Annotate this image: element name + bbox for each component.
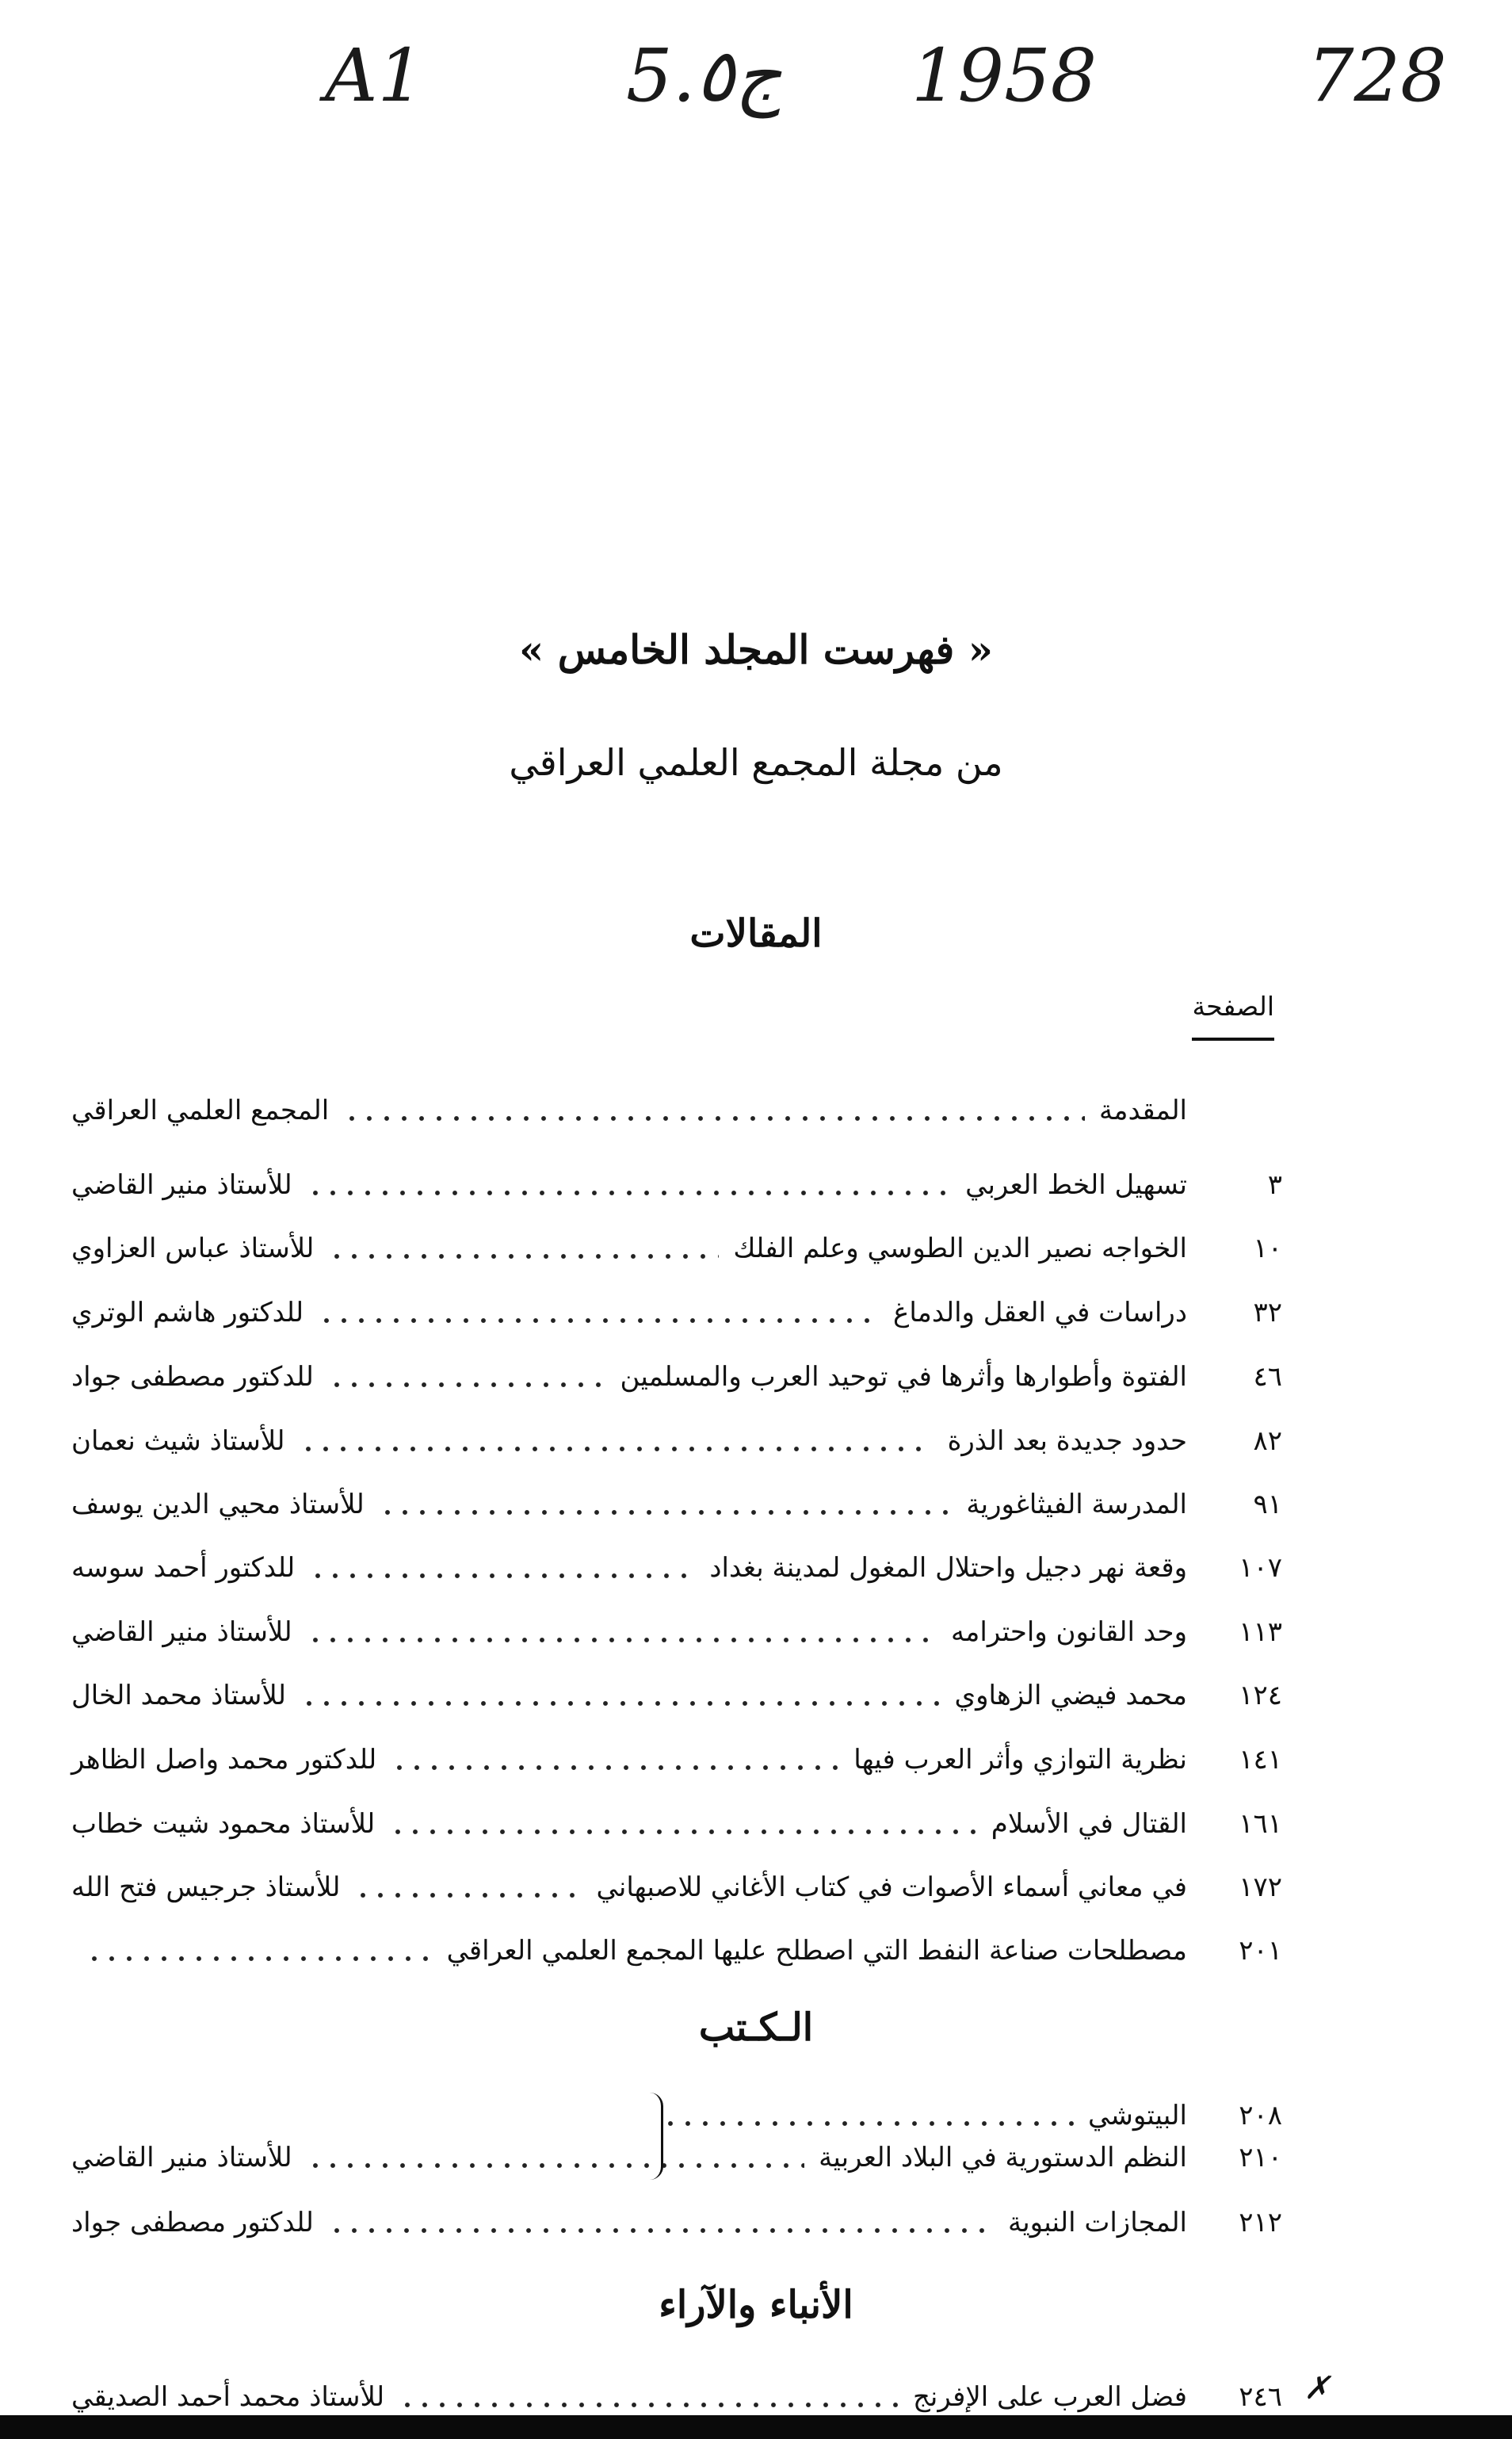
toc-author: للأستاذ منير القاضي bbox=[71, 1169, 292, 1201]
toc-title: الفتوة وأطوارها وأثرها في توحيد العرب والمسلمين bbox=[620, 1361, 1187, 1393]
leader-dots bbox=[300, 1673, 941, 1718]
leader-dots bbox=[307, 1162, 952, 1208]
toc-author: للدكتور محمد واصل الظاهر bbox=[71, 1744, 377, 1776]
toc-author: للأستاذ جرجيس فتح الله bbox=[71, 1871, 341, 1903]
toc-row bbox=[71, 1928, 1282, 1974]
toc-author: للأستاذ شيث نعمان bbox=[71, 1425, 285, 1457]
toc-author: للأستاذ محمد أحمد الصديقي bbox=[71, 2381, 385, 2413]
toc-row bbox=[71, 1864, 1282, 1910]
page-column-label: الصفحة bbox=[1192, 991, 1274, 1041]
toc-row bbox=[71, 2093, 1282, 2139]
toc-title: المجازات النبوية bbox=[1007, 2207, 1187, 2238]
leader-dots bbox=[354, 1864, 582, 1910]
handwritten-year: 1958 bbox=[911, 33, 1098, 118]
toc-row bbox=[71, 1545, 1282, 1591]
toc-row bbox=[71, 1481, 1282, 1527]
leader-dots bbox=[399, 2374, 899, 2420]
toc-page-number: ٣٢ bbox=[1253, 1297, 1282, 1328]
section-heading-news: الأنباء والآراء bbox=[659, 2283, 853, 2327]
leader-dots bbox=[662, 2093, 1074, 2139]
toc-author: للأستاذ منير القاضي bbox=[71, 1616, 292, 1648]
toc-title: وقعة نهر دجيل واحتلال المغول لمدينة بغداد bbox=[709, 1552, 1187, 1584]
toc-page-number: ٤٦ bbox=[1253, 1361, 1282, 1393]
toc-row bbox=[71, 1801, 1282, 1847]
toc-page-number: ١٤١ bbox=[1239, 1744, 1282, 1776]
toc-title: محمد فيضي الزهاوي bbox=[954, 1680, 1187, 1711]
toc-row bbox=[71, 2135, 1282, 2181]
toc-page-number: ٢٤٦ bbox=[1239, 2381, 1282, 2413]
toc-title: دراسات في العقل والدماغ bbox=[893, 1297, 1187, 1328]
leader-dots bbox=[309, 1545, 695, 1591]
toc-author: للأستاذ عباس العزاوي bbox=[71, 1233, 315, 1264]
toc-title: الخواجه نصير الدين الطوسي وعلم الفلك bbox=[733, 1233, 1187, 1264]
leader-dots bbox=[328, 2200, 994, 2246]
toc-row bbox=[71, 1088, 1282, 1133]
leader-dots bbox=[300, 1418, 934, 1464]
toc-page-number: ١١٣ bbox=[1239, 1616, 1282, 1648]
toc-title: المقدمة bbox=[1099, 1095, 1187, 1126]
toc-page-number: ١٦١ bbox=[1239, 1808, 1282, 1840]
toc-page-number: ٢١٠ bbox=[1239, 2142, 1282, 2173]
toc-title: حدود جديدة بعد الذرة bbox=[947, 1425, 1187, 1457]
toc-title: مصطلحات صناعة النفط التي اصطلح عليها المجمع العلمي العراقي bbox=[446, 1935, 1187, 1967]
toc-row bbox=[71, 2200, 1282, 2246]
section-heading-articles: المقالات bbox=[689, 912, 823, 956]
leader-dots bbox=[307, 2135, 805, 2181]
leader-dots bbox=[307, 1609, 937, 1655]
toc-row bbox=[71, 1609, 1282, 1655]
toc-page-number: ١٠٧ bbox=[1239, 1552, 1282, 1584]
toc-row bbox=[71, 1290, 1282, 1336]
handwritten-volume: 5.ج٥ bbox=[626, 33, 782, 118]
handwritten-check-mark: ✗ bbox=[1304, 2370, 1331, 2407]
leader-dots bbox=[86, 1928, 433, 1974]
toc-author: للأستاذ منير القاضي bbox=[71, 2142, 292, 2173]
toc-author: للدكتور أحمد سوسه bbox=[71, 1552, 296, 1584]
handwritten-number: 728 bbox=[1308, 33, 1447, 118]
scan-edge-bar bbox=[0, 2415, 1512, 2439]
toc-row bbox=[71, 1673, 1282, 1718]
toc-title: وحد القانون واحترامه bbox=[950, 1616, 1187, 1648]
toc-row bbox=[71, 1418, 1282, 1464]
toc-author: للأستاذ محمود شيت خطاب bbox=[71, 1808, 376, 1840]
section-heading-books: الـكـتب bbox=[698, 2005, 814, 2050]
toc-author: المجمع العلمي العراقي bbox=[71, 1095, 330, 1126]
leader-dots bbox=[343, 1088, 1085, 1133]
toc-row bbox=[71, 1354, 1282, 1400]
toc-title: المدرسة الفيثاغورية bbox=[966, 1489, 1187, 1520]
toc-row bbox=[71, 1737, 1282, 1783]
leader-dots bbox=[328, 1225, 719, 1271]
toc-title: في معاني أسماء الأصوات في كتاب الأغاني للاصبهاني bbox=[596, 1871, 1187, 1903]
index-subtitle: من مجلة المجمع العلمي العراقي bbox=[509, 741, 1003, 784]
toc-author: للدكتور مصطفى جواد bbox=[71, 1361, 314, 1393]
leader-dots bbox=[389, 1801, 977, 1847]
toc-author: للأستاذ محمد الخال bbox=[71, 1680, 286, 1711]
index-title: « فهرست المجلد الخامس » bbox=[519, 626, 993, 673]
toc-page-number: ٢٠١ bbox=[1239, 1935, 1282, 1967]
toc-page-number: ١٢٤ bbox=[1239, 1680, 1282, 1711]
toc-title: النظم الدستورية في البلاد العربية bbox=[819, 2142, 1187, 2173]
leader-dots bbox=[391, 1737, 839, 1783]
toc-page-number: ٢٠٨ bbox=[1239, 2100, 1282, 2131]
toc-title: نظرية التوازي وأثر العرب فيها bbox=[853, 1744, 1187, 1776]
toc-page-number: ٢١٢ bbox=[1239, 2207, 1282, 2238]
toc-title: البيتوشي bbox=[1088, 2100, 1187, 2131]
toc-page-number: ١٧٢ bbox=[1239, 1871, 1282, 1903]
toc-row bbox=[71, 1162, 1282, 1208]
toc-author: للدكتور هاشم الوتري bbox=[71, 1297, 304, 1328]
toc-row bbox=[71, 2374, 1282, 2420]
toc-title: القتال في الأسلام bbox=[991, 1808, 1187, 1840]
toc-page-number: ٣ bbox=[1267, 1169, 1282, 1201]
toc-page-number: ٩١ bbox=[1253, 1489, 1282, 1520]
leader-dots bbox=[379, 1481, 953, 1527]
leader-dots bbox=[328, 1354, 606, 1400]
leader-dots bbox=[318, 1290, 879, 1336]
handwritten-code: A1 bbox=[325, 33, 424, 118]
toc-row bbox=[71, 1225, 1282, 1271]
toc-author: للدكتور مصطفى جواد bbox=[71, 2207, 314, 2238]
toc-author: للأستاذ محيي الدين يوسف bbox=[71, 1489, 365, 1520]
toc-title: فضل العرب على الإفرنج bbox=[912, 2381, 1187, 2413]
bracket-mark bbox=[650, 2093, 663, 2180]
toc-page-number: ١٠ bbox=[1253, 1233, 1282, 1264]
toc-page-number: ٨٢ bbox=[1253, 1425, 1282, 1457]
toc-title: تسهيل الخط العربي bbox=[965, 1169, 1187, 1201]
